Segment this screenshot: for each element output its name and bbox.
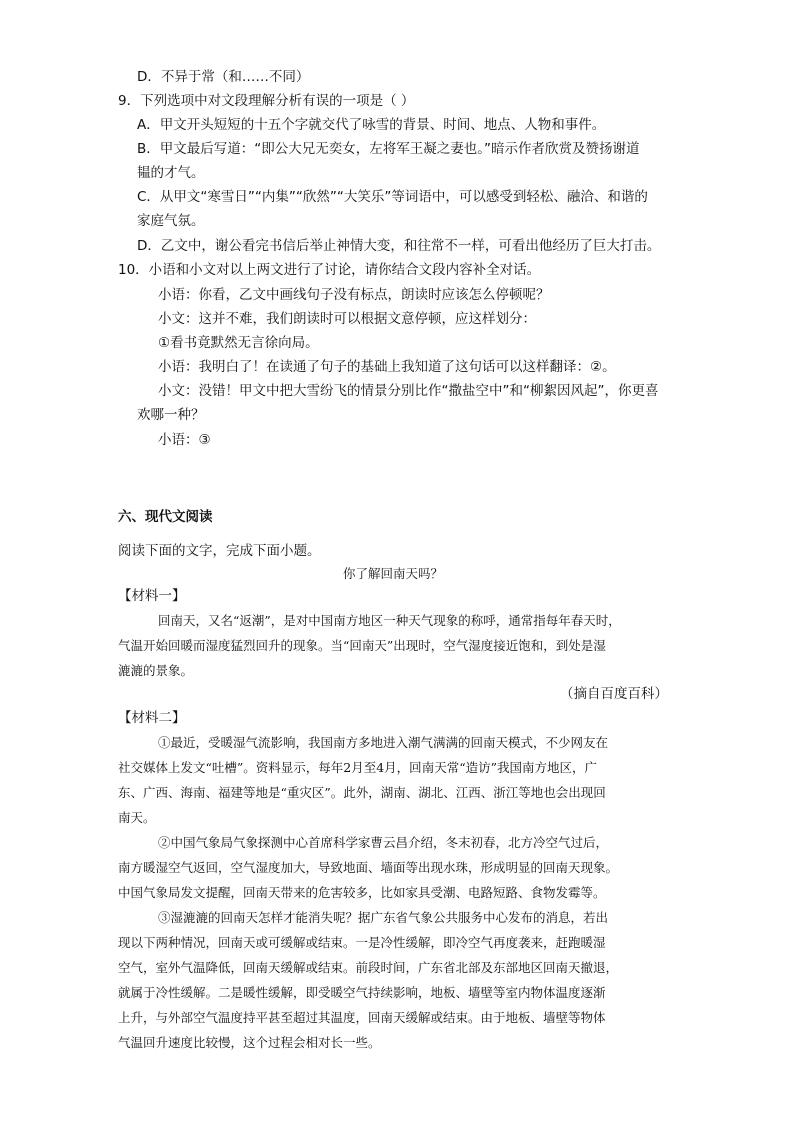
material-1-source: （摘自百度百科） bbox=[560, 686, 668, 702]
section-heading: 六、现代文阅读 bbox=[118, 509, 213, 525]
q9-stem: 9．下列选项中对文段理解分析有误的一项是（ ） bbox=[118, 93, 415, 109]
dialog-line-5: 小文：没错！甲文中把大雪纷飞的情景分别比作“撒盐空中”和“柳絮因风起”，你更喜 bbox=[158, 383, 659, 399]
dialog-line-1: 小语：你看，乙文中画线句子没有标点，朗读时应该怎么停顿呢？ bbox=[158, 287, 550, 303]
para-3-line3: 空气，室外气温降低，回南天缓解或结束。前段时间，广东省北部及东部地区回南天撤退， bbox=[118, 960, 619, 975]
para-2-line1: ②中国气象局气象探测中心首席科学家曹云昌介绍，冬末初春，北方冷空气过后， bbox=[158, 835, 609, 850]
q9-option-b-line1: B．甲文最后写道：“即公大兄无奕女，左将军王凝之妻也。”暗示作者欣赏及赞扬谢道 bbox=[137, 141, 640, 157]
para-3-line4: 就属于冷性缓解。二是暖性缓解，即受暖空气持续影响，地板、墙壁等室内物体温度逐渐 bbox=[118, 985, 606, 1000]
q9-option-c-line2: 家庭气氛。 bbox=[137, 213, 205, 229]
dialog-line-4: 小语：我明白了！在读通了句子的基础上我知道了这句话可以这样翻译：②。 bbox=[158, 359, 616, 375]
para-2-line3: 中国气象局发文提醒，回南天带来的危害较多，比如家具受潮、电路短路、食物发霉等。 bbox=[118, 885, 606, 900]
material-1-label: 【材料一】 bbox=[118, 588, 186, 604]
para-1-line2: 社交媒体上发文“吐槽”。资料显示，每年2月至4月，回南天常“造访”我国南方地区，广 bbox=[118, 760, 597, 775]
para-1-line3: 东、广西、海南、福建等地是“重灾区”。此外，湖南、湖北、江西、浙江等地也会出现回 bbox=[118, 785, 606, 800]
dialog-line-6: 欢哪一种？ bbox=[137, 407, 205, 423]
dialog-line-2: 小文：这并不难，我们朗读时可以根据文意停顿，应这样划分： bbox=[158, 311, 536, 327]
para-1-line1: ①最近，受暖湿气流影响，我国南方多地进入潮气满满的回南天模式，不少网友在 bbox=[158, 735, 609, 750]
q10-stem: 10．小语和小文对以上两文进行了讨论，请你结合文段内容补全对话。 bbox=[118, 262, 541, 278]
para-3-line2: 现以下两种情况，回南天或可缓解或结束。一是冷性缓解，即冷空气再度袭来，赶跑暖湿 bbox=[118, 935, 606, 950]
para-3-line5: 上升，与外部空气温度持平甚至超过其温度，回南天缓解或结束。由于地板、墙壁等物体 bbox=[118, 1010, 606, 1025]
material-1-line3: 漉漉的景象。 bbox=[118, 663, 194, 678]
article-title: 你了解回南天吗？ bbox=[343, 566, 444, 581]
dialog-line-7: 小语：③ bbox=[158, 432, 211, 448]
q9-option-a: A．甲文开头短短的十五个字就交代了咏雪的背景、时间、地点、人物和事件。 bbox=[137, 117, 606, 133]
para-3-line1: ③湿漉漉的回南天怎样才能消失呢？据广东省气象公共服务中心发布的消息，若出 bbox=[158, 910, 609, 925]
material-1-line1: 回南天，又名“返潮”，是对中国南方地区一种天气现象的称呼，通常指每年春天时， bbox=[158, 613, 621, 628]
q9-option-b-line2: 韫的才气。 bbox=[137, 165, 205, 181]
q9-option-c-line1: C．从甲文“寒雪日”“内集”“欣然”“大笑乐”等词语中，可以感受到轻松、融洽、和谐的 bbox=[137, 189, 648, 205]
dialog-line-3: ①看书竟默然无言徐向局。 bbox=[158, 335, 319, 351]
q9-option-d: D．乙文中，谢公看完书信后举止神情大变，和往常不一样，可看出他经历了巨大打击。 bbox=[137, 238, 661, 254]
section-instruction: 阅读下面的文字，完成下面小题。 bbox=[118, 543, 321, 559]
material-2-label: 【材料二】 bbox=[118, 710, 186, 726]
para-2-line2: 南方暖湿空气返回，空气湿度加大，导致地面、墙面等出现水珠，形成明显的回南天现象。 bbox=[118, 860, 619, 875]
para-1-line4: 南天。 bbox=[118, 810, 156, 825]
q8-option-d: D．不异于常（和……不同） bbox=[137, 69, 310, 85]
para-3-line6: 气温回升速度比较慢，这个过程会相对长一些。 bbox=[118, 1035, 381, 1050]
material-1-line2: 气温开始回暖而湿度猛烈回升的现象。当“回南天”出现时，空气湿度接近饱和，到处是湿 bbox=[118, 638, 606, 653]
